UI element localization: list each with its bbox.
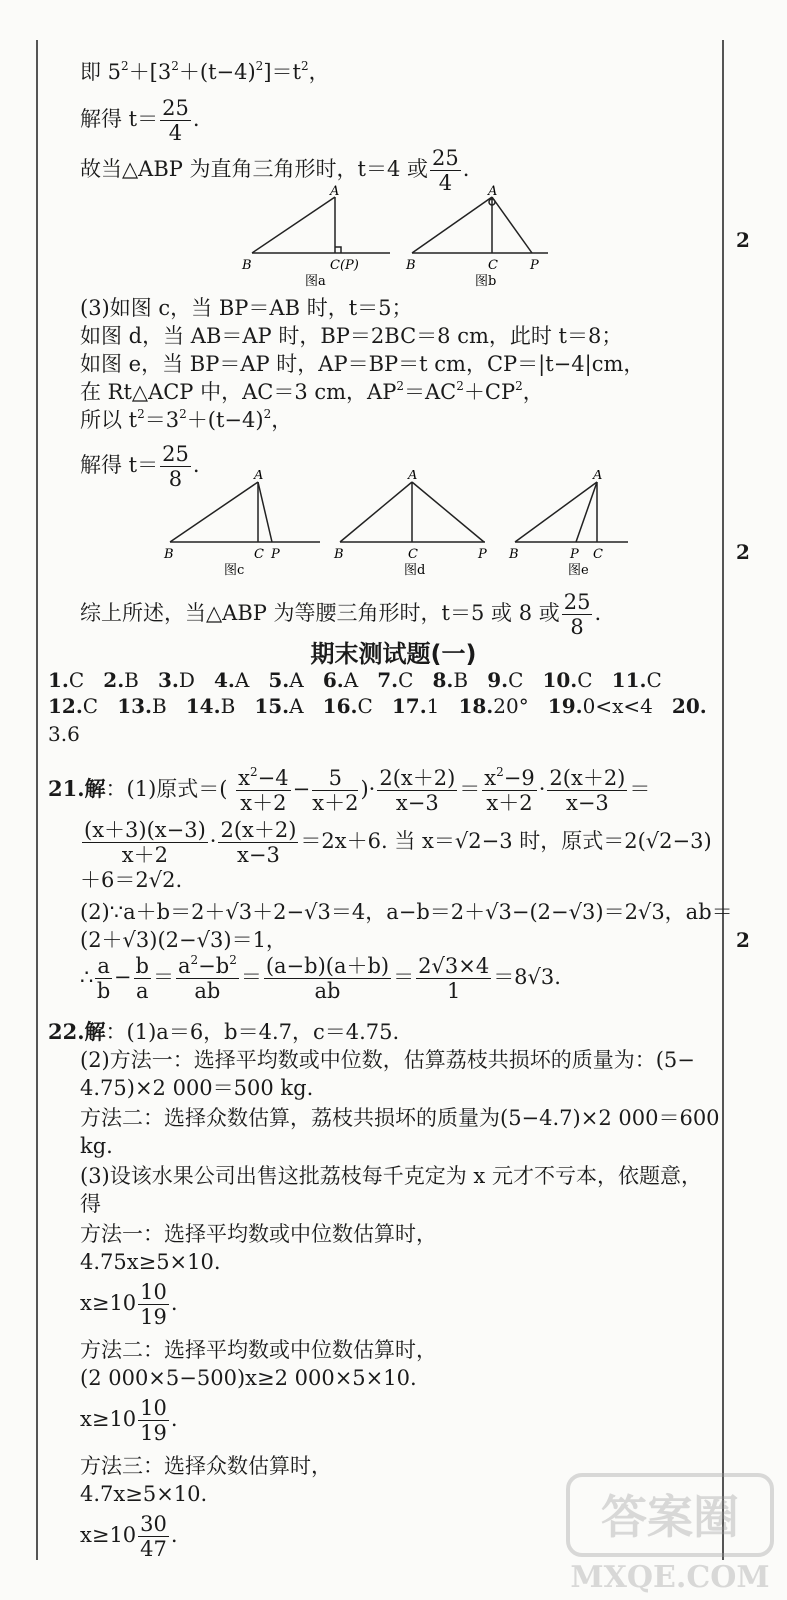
edge-mark-3: 2 [736, 928, 750, 952]
fig-a-B: B [242, 258, 252, 273]
part3-line-3: 如图 e，当 BP＝AP 时，AP＝BP＝t cm，CP＝|t−4|cm， [80, 352, 645, 376]
answers-row-3: 3.6 [48, 722, 80, 746]
summary-line: 综上所述，当△ABP 为等腰三角形时，t＝5 或 8 或 $\frac{25}{8}$ . [80, 590, 602, 639]
q22-line-9: 4.75x≥5×10. [80, 1250, 221, 1274]
q22-line-14: 方法三：选择众数估算时， [80, 1454, 332, 1478]
q22-line-10: x≥10 $\frac{10}{19}$ . [80, 1280, 178, 1329]
solve-line-1: 解得 t＝ $\frac{25}{4}$ . [80, 96, 200, 145]
svg-text:B: B [164, 547, 174, 562]
svg-text:P: P [478, 547, 487, 562]
equation-line-1: 即 $5^2+[3^2+(t-4)^2]=t^2$， [80, 59, 330, 84]
svg-text:C: C [254, 547, 264, 562]
q22-line-8: 方法一：选择平均数或中位数估算时， [80, 1222, 437, 1246]
fig-b-P: P [530, 258, 539, 273]
q21-line-6: ∴ $\frac{a}{b}$ − $\frac{b}{a}$ ＝ $\frac{a^2-b^2}{ab}$ ＝ $\frac{(a-b)(a+b)}{ab}$ ＝ $\frac{2√3\times 4}{1}$ ＝8√3. [80, 953, 561, 1003]
fig-a-A: A [330, 185, 340, 199]
fig-b-label: 图b [475, 274, 497, 289]
fig-c-label: 图c [224, 563, 245, 578]
part3-line-2: 如图 d，当 AB＝AP 时，BP＝2BC＝8 cm，此时 t＝8； [80, 324, 623, 348]
q21-line-5: (2＋√3)(2−√3)＝1， [80, 928, 287, 952]
figure-e [515, 482, 628, 542]
svg-text:MXQE.COM: MXQE.COM [570, 1560, 770, 1595]
q21-line-4: (2)∵a＋b＝2＋√3＋2−√3＝4，a−b＝2＋√3−(2−√3)＝2√3，ab＝ [80, 900, 733, 924]
figures-a-b [230, 185, 570, 295]
watermark-logo [560, 1465, 780, 1595]
part3-line-5: 所以 $t^2=3^2+(t-4)^2$， [80, 407, 293, 432]
q22-line-1: 22.解：(1)a＝6，b＝4.7，c＝4.75. [48, 1019, 400, 1044]
svg-text:B: B [509, 547, 519, 562]
fig-b-B: B [406, 258, 416, 273]
svg-text:B: B [334, 547, 344, 562]
q22-line-4: 方法二：选择众数估算，荔枝共损坏的质量为(5−4.7)×2 000＝600 [80, 1106, 720, 1130]
q22-line-13: x≥10 $\frac{10}{19}$ . [80, 1396, 178, 1445]
q21-line-2: $\frac{(x+3)(x-3)}{x+2}$ · $\frac{2(x+2)}{x-3}$ ＝2x＋6. 当 x＝√2−3 时，原式＝2(√2−3) [84, 818, 712, 867]
q21-line-3: ＋6＝2√2. [80, 868, 183, 892]
figure-b [412, 197, 548, 253]
fig-e-label: 图e [568, 563, 589, 578]
svg-text:C: C [593, 547, 603, 562]
q22-line-6: (3)设该水果公司出售这批荔枝每千克定为 x 元才不亏本，依题意， [80, 1164, 702, 1188]
q22-line-11: 方法二：选择平均数或中位数估算时， [80, 1338, 437, 1362]
q22-line-7: 得 [80, 1192, 101, 1216]
left-margin-rule [36, 40, 38, 1560]
q22-line-5: kg. [80, 1134, 113, 1158]
q21-line-1: 21.解：(1)原式＝( $\frac{x^2-4}{x+2}$ − $\frac{5}{x+2}$ )· $\frac{2(x+2)}{x-3}$ ＝ $\frac{x^2-9}{x+2}$ · $\frac{2(x+2)}{x-3}$ ＝ [48, 765, 651, 815]
svg-text:P: P [271, 547, 280, 562]
svg-text:A: A [254, 470, 264, 483]
right-margin-rule [722, 40, 724, 1560]
edge-mark-2: 2 [736, 540, 750, 564]
svg-text:A: A [593, 470, 603, 483]
section-title: 期末测试题(一) [310, 640, 477, 668]
svg-text:A: A [408, 470, 418, 483]
answers-row-2: 12.C 13.B 14.B 15.A 16.C 17.1 18.20° 19.0<x<4 20. [48, 694, 707, 718]
fig-b-A: A [488, 185, 498, 199]
q22-line-12: (2 000×5−500)x≥2 000×5×10. [80, 1366, 417, 1390]
fig-a-label: 图a [305, 274, 326, 289]
figure-a [252, 197, 390, 253]
q22-line-16: x≥10 $\frac{30}{47}$ . [80, 1512, 178, 1561]
q22-line-15: 4.7x≥5×10. [80, 1482, 208, 1506]
part3-line-1: (3)如图 c，当 BP＝AB 时，t＝5； [80, 296, 413, 320]
answers-row-1: 1.C 2.B 3.D 4.A 5.A 6.A 7.C 8.B 9.C 10.C 11.C [48, 668, 662, 692]
fig-a-CP: C(P) [330, 258, 359, 273]
edge-mark-1: 2 [736, 228, 750, 252]
figures-c-d-e [160, 470, 640, 585]
svg-text:P: P [570, 547, 579, 562]
conclusion-line-1: 故当△ABP 为直角三角形时，t＝4 或 $\frac{25}{4}$ . [80, 146, 470, 195]
q22-line-3: 4.75)×2 000＝500 kg. [80, 1076, 314, 1100]
q22-line-2: (2)方法一：选择平均数或中位数，估算荔枝共损坏的质量为：(5− [80, 1048, 695, 1072]
figure-c [170, 482, 320, 542]
fig-b-C: C [488, 258, 498, 273]
solve-line-2: 解得 t＝ $\frac{25}{8}$ . [80, 442, 200, 491]
svg-text:C: C [408, 547, 418, 562]
fig-d-label: 图d [404, 563, 426, 578]
figure-d [340, 482, 485, 542]
svg-text:答案圈: 答案圈 [601, 1490, 739, 1544]
part3-line-4: 在 Rt△ACP 中，AC＝3 cm，$AP^2=AC^2+CP^2$， [80, 379, 544, 404]
